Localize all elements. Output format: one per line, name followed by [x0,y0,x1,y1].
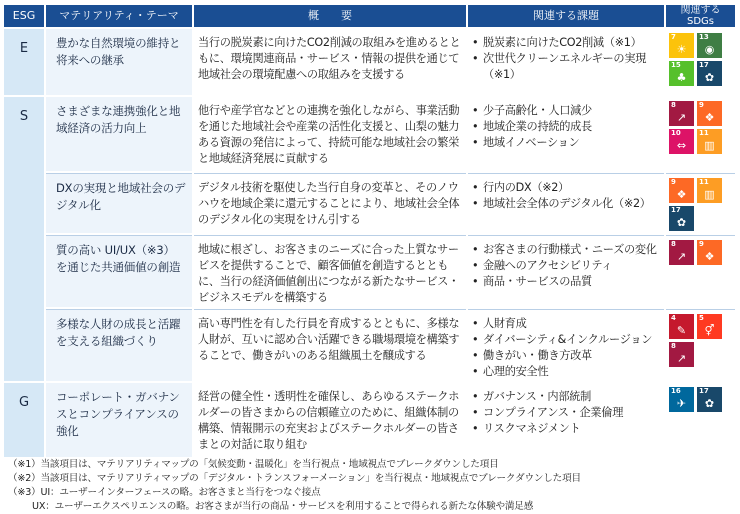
rings-icon: ✿ [676,216,687,229]
sdg-goal-17-badge [697,387,722,412]
sdg-goal-number: 5 [699,314,704,322]
esg-category-g: G [4,383,44,457]
sdg-goal-8-badge [669,240,694,265]
sdgs-cell [666,97,735,171]
sdg-goal-number: 10 [671,129,681,137]
sdg-goal-9-badge [669,178,694,203]
sdg-goal-16-badge [669,387,694,412]
sdg-goal-11-badge [697,178,722,203]
footnote-3: （※3）UI：ユーザーインターフェースの略。お客さまと当行をつなぐ接点 [8,487,321,498]
overview-cell: デジタル技術を駆使した当行自身の変革と、そのノウハウを地域企業に還元することにより、地域社会全体のデジタル化の実現をけん引する [194,173,466,233]
theme-cell: さまざまな連携強化と地域経済の活力向上 [46,97,192,171]
sdg-goal-number: 15 [671,61,681,69]
table-row [4,235,735,307]
issue-item: • お客さまの行動様式・ニーズの変化 [472,242,662,258]
tree-icon: ♣ [676,71,687,84]
issue-item: • 商品・サービスの品質 [472,274,662,290]
sdg-goal-number: 8 [671,101,676,109]
issue-item: • 行内のDX（※2） [472,180,662,196]
sdg-goal-number: 17 [699,61,709,69]
sun-icon: ☀ [676,43,687,56]
footnotes [8,458,736,514]
sdg-goal-9-badge [697,240,722,265]
issues-cell [468,235,664,307]
header-sdgs-line2: SDGs [686,16,714,27]
sdg-goal-number: 7 [671,33,676,41]
header-sdgs [666,5,735,27]
table-row [4,309,735,381]
table-row [4,383,735,457]
cubes-icon: ❖ [704,250,715,263]
header-sdgs-line1: 関連する [680,5,721,16]
sdgs-cell [666,173,735,233]
sdg-goal-9-badge [697,101,722,126]
footnote-2: （※2）当該項目は、マテリアリティマップの「デジタル・トランスフォーメーション」を当行視点・地域視点でブレークダウンした項目 [8,473,581,484]
table-row [4,97,735,171]
issue-item: • 働きがい・働き方改革 [472,348,662,364]
sdg-goal-number: 13 [699,33,709,41]
esg-category-e: E [4,29,44,95]
issue-item: • 地域企業の持続的成長 [472,119,662,135]
sdg-goal-number: 16 [671,387,681,395]
overview-cell: 他行や産学官などとの連携を強化しながら、事業活動を通じた地域社会や産業の活性化支援と、山梨の魅力ある資源の発信によって、持続可能な地域社会の繁栄と地域経済発展に貢献する [194,97,466,171]
sdg-goal-13-badge [697,33,722,58]
rings-icon: ✿ [704,71,715,84]
issue-item: • 少子高齢化・人口減少 [472,103,662,119]
overview-cell: 地域に根ざし、お客さまのニーズに合った上質なサービスを提供することで、顧客価値を創造するとともに、当行の経済価値創出につながる新たなサービス・ビジネスモデルを構築する [194,235,466,307]
issues-cell [468,97,664,171]
sdg-goal-number: 8 [671,342,676,350]
materiality-table [2,3,737,459]
issue-item: • 地域社会全体のデジタル化（※2） [472,196,662,212]
earth-eye-icon: ◉ [704,43,715,56]
sdg-goal-number: 4 [671,314,676,322]
sdg-goal-17-badge [697,61,722,86]
dove-icon: ✈ [676,397,687,410]
header-row [4,5,735,27]
rings-icon: ✿ [704,397,715,410]
issue-item: • リスクマネジメント [472,421,662,437]
book-icon: ✎ [676,324,687,337]
header-theme: マテリアリティ・テーマ [46,5,192,27]
sdg-goal-number: 9 [699,101,704,109]
overview-cell: 高い専門性を有した行員を育成するとともに、多様な人財が、互いに認め合い活躍できる職場環境を構築することで、働きがいのある組織風土を醸成する [194,309,466,381]
header-issues: 関連する課題 [468,5,664,27]
sdgs-cell [666,309,735,381]
sdg-goal-number: 17 [671,206,681,214]
header-overview: 概 要 [194,5,466,27]
sdg-goal-number: 17 [699,387,709,395]
theme-cell: DXの実現と地域社会のデジタル化 [46,173,192,233]
sdg-goal-number: 11 [699,178,709,186]
equality-icon: ⇔ [676,139,687,152]
sdg-goal-4-badge [669,314,694,339]
sdg-goal-11-badge [697,129,722,154]
sdg-goal-number: 8 [671,240,676,248]
theme-cell: 豊かな自然環境の維持と将来への継承 [46,29,192,95]
table-row [4,173,735,233]
growth-chart-icon: ↗ [676,111,687,124]
sdg-goal-number: 9 [699,240,704,248]
esg-category-s: S [4,97,44,381]
theme-cell: 質の高い UI/UX（※3）を通じた共通価値の創造 [46,235,192,307]
buildings-icon: ▥ [704,188,715,201]
theme-cell: 多様な人財の成長と活躍を支える組織づくり [46,309,192,381]
issue-item: • 次世代クリーンエネルギーの実現（※1） [472,51,662,83]
cubes-icon: ❖ [676,188,687,201]
issue-item: • 人財育成 [472,316,662,332]
growth-chart-icon: ↗ [676,352,687,365]
table-row [4,29,735,95]
issues-cell [468,29,664,95]
sdg-goal-17-badge [669,206,694,231]
issues-cell [468,383,664,457]
sdgs-cell [666,235,735,307]
theme-cell: コーポレート・ガバナンスとコンプライアンスの強化 [46,383,192,457]
issue-item: • 脱炭素に向けたCO2削減（※1） [472,35,662,51]
issue-item: • 地域イノベーション [472,135,662,151]
cubes-icon: ❖ [704,111,715,124]
issue-item: • 心理的安全性 [472,364,662,380]
sdg-goal-8-badge [669,101,694,126]
issue-item: • ダイバーシティ&インクルージョン [472,332,662,348]
sdg-goal-8-badge [669,342,694,367]
sdg-goal-10-badge [669,129,694,154]
sdgs-cell [666,29,735,95]
sdg-goal-7-badge [669,33,694,58]
header-esg: ESG [4,5,44,27]
footnote-3-ux: UX：ユーザーエクスペリエンスの略。お客さまが当行の商品・サービスを利用することで得られる新たな体験や満足感 [32,501,534,512]
buildings-icon: ▥ [704,139,715,152]
sdgs-cell [666,383,735,457]
footnote-1: （※1）当該項目は、マテリアリティマップの「気候変動・温暖化」を当行視点・地域視点でブレークダウンした項目 [8,459,499,470]
issue-item: • コンプライアンス・企業倫理 [472,405,662,421]
sdg-goal-number: 11 [699,129,709,137]
overview-cell: 経営の健全性・透明性を確保し、あらゆるステークホルダーの皆さまからの信頼確立のために、組織体制の構築、情報開示の充実およびステークホルダーの皆さまとの対話に取り組む [194,383,466,457]
sdg-goal-5-badge [697,314,722,339]
overview-cell: 当行の脱炭素に向けたCO2削減の取組みを進めるとともに、環境関連商品・サービス・情報の提供を通じて地域社会の環境配慮への取組みを支援する [194,29,466,95]
sdg-goal-number: 9 [671,178,676,186]
gender-icon: ⚥ [704,324,715,337]
issue-item: • 金融へのアクセシビリティ [472,258,662,274]
issues-cell [468,309,664,381]
issue-item: • ガバナンス・内部統制 [472,389,662,405]
issues-cell [468,173,664,233]
sdg-goal-15-badge [669,61,694,86]
growth-chart-icon: ↗ [676,250,687,263]
